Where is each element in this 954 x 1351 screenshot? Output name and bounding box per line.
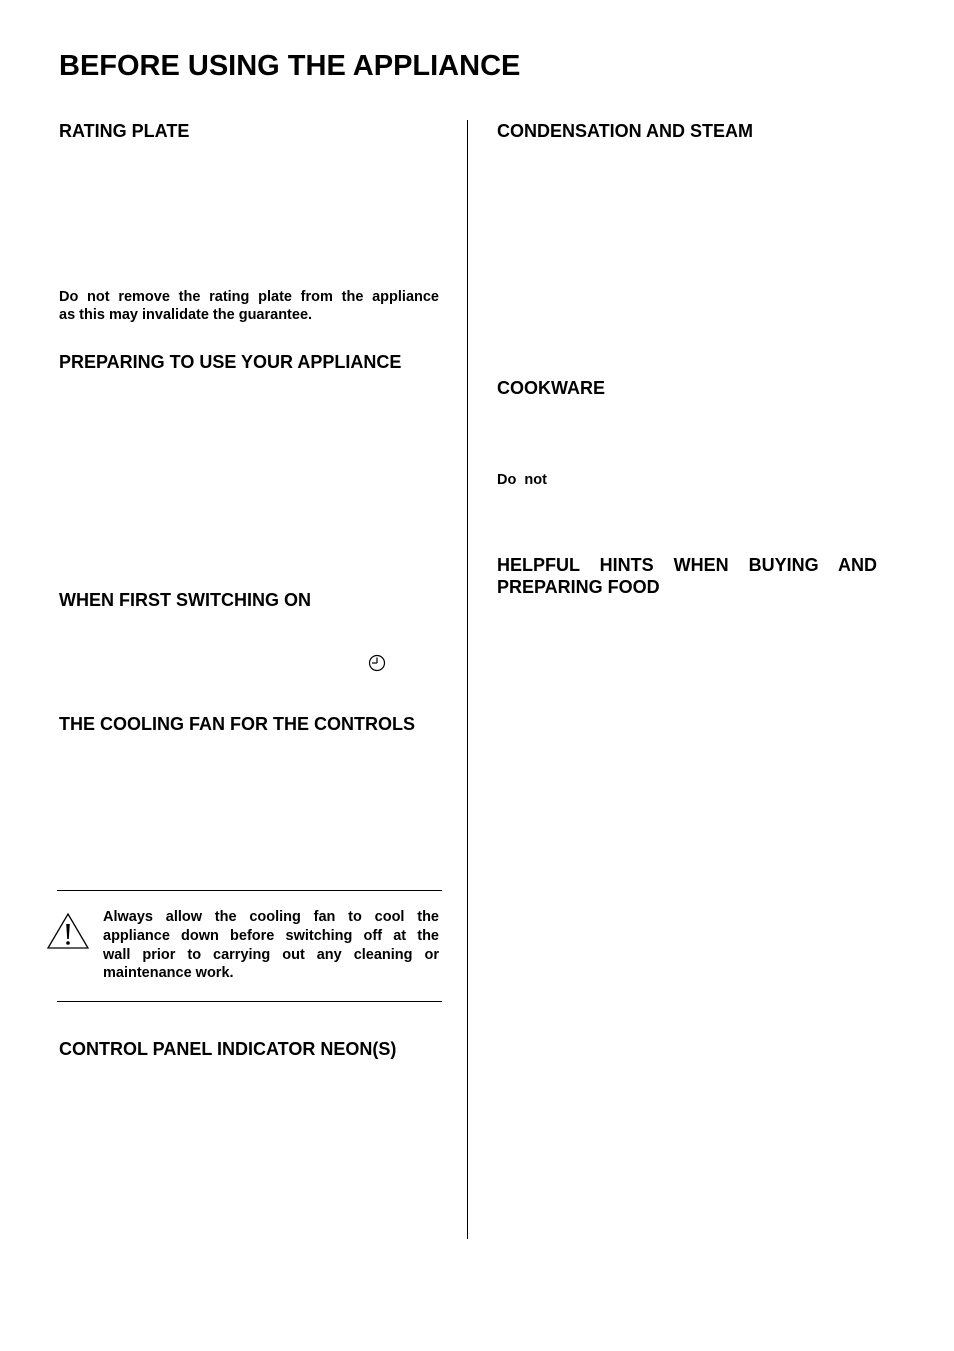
cooling-fan-heading: THE COOLING FAN FOR THE CONTROLS	[59, 714, 415, 734]
warning-line: appliance down before switching off at the	[103, 927, 439, 944]
column-divider	[467, 120, 468, 1239]
cooling-fan-warning	[103, 908, 439, 983]
hints-heading-line1: HELPFUL HINTS WHEN BUYING AND	[497, 555, 877, 575]
cookware-text: Do not	[497, 472, 547, 488]
warning-triangle-icon	[46, 912, 90, 950]
rating-plate-text-line1: Do not remove the rating plate from the appliance	[59, 289, 439, 305]
cookware-heading: COOKWARE	[497, 378, 605, 398]
hints-heading-line2: PREPARING FOOD	[497, 577, 660, 597]
first-switching-heading: WHEN FIRST SWITCHING ON	[59, 590, 311, 610]
page-title: BEFORE USING THE APPLIANCE	[59, 50, 521, 82]
preparing-heading: PREPARING TO USE YOUR APPLIANCE	[59, 352, 402, 372]
warning-line: Always allow the cooling fan to cool the	[103, 909, 439, 925]
warning-bottom-rule	[57, 1001, 442, 1002]
warning-line: wall prior to carrying out any cleaning or	[103, 946, 439, 963]
control-panel-heading: CONTROL PANEL INDICATOR NEON(S)	[59, 1039, 397, 1059]
condensation-heading: CONDENSATION AND STEAM	[497, 121, 753, 141]
warning-top-rule	[57, 890, 442, 891]
rating-plate-heading: RATING PLATE	[59, 121, 190, 141]
rating-plate-text-line2: as this may invalidate the guarantee.	[59, 307, 313, 323]
warning-line: maintenance work.	[103, 965, 234, 982]
clock-icon	[368, 654, 386, 672]
